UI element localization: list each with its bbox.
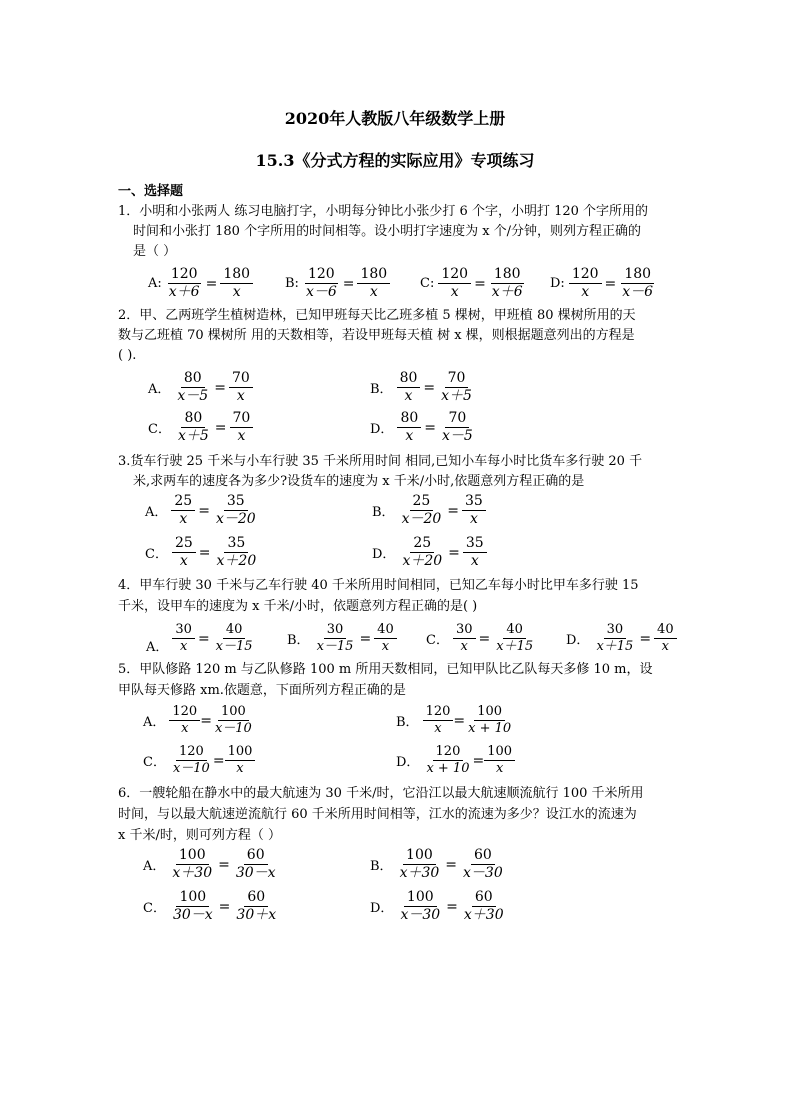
equals-sign: = [205, 275, 218, 292]
fraction-denominator: x [405, 428, 414, 444]
document-title: 2020年人教版八年级数学上册 [284, 109, 506, 128]
option-label: A． [148, 382, 171, 397]
fraction-denominator: x＋6 [168, 284, 200, 300]
q2-line-3: ( ). [118, 348, 137, 363]
q6-line-1: 6．一艘轮船在静水中的最大航速为 30 千米/时，它沿江以最大航速顺流航行 100 千米所用 [118, 786, 644, 801]
option-label: B． [370, 382, 393, 397]
q1-option-d [550, 266, 656, 301]
fraction-numerator: 100 [176, 889, 209, 907]
fraction-numerator: 35 [463, 535, 487, 553]
fraction-denominator: x [581, 284, 590, 300]
q5-line-1: 5．甲队修路 120 m 与乙队修路 100 m 所用天数相同，已知甲队比乙队每天多修 10 m，设 [118, 662, 653, 677]
q2-option-d [370, 410, 476, 445]
fraction-denominator: 30－x [172, 907, 213, 923]
equals-sign: = [218, 856, 230, 873]
fraction-denominator: x＋20 [402, 553, 443, 569]
equals-sign: = [448, 544, 460, 561]
fraction-denominator: 30－x [235, 865, 276, 881]
equals-sign: = [197, 630, 210, 647]
q5-line-2: 甲队每天修路 xm.依题意，下面所列方程正确的是 [118, 683, 406, 698]
q6-line-3: x 千米/时，则可列方程（ ） [118, 828, 281, 843]
fraction-numerator: 100 [176, 847, 209, 865]
option-label: C． [145, 547, 168, 562]
fraction-denominator: x + 10 [468, 721, 512, 736]
fraction-denominator: x＋30 [463, 907, 504, 923]
option-label: C． [143, 755, 166, 770]
fraction-denominator: x [236, 761, 244, 776]
fraction-denominator: x [404, 388, 413, 404]
equals-sign: = [474, 275, 486, 292]
q4-option-a [146, 622, 256, 655]
fraction-numerator: 80 [181, 410, 205, 428]
fraction-numerator: 100 [225, 744, 256, 761]
q6-line-2: 时间，与以最大航速逆流航行 60 千米所用时间相等，江水的流速为多少？设江水的流速为 [118, 807, 637, 822]
fraction-numerator: 120 [433, 744, 464, 761]
q2-option-c [148, 410, 253, 445]
fraction-numerator: 25 [410, 493, 434, 511]
option-label: C: [420, 276, 435, 291]
fraction-numerator: 180 [491, 266, 524, 284]
q1-option-c [420, 266, 526, 301]
fraction-numerator: 120 [169, 704, 200, 721]
option-label: C． [426, 633, 449, 648]
fraction-numerator: 70 [230, 410, 254, 428]
fraction-numerator: 180 [357, 266, 390, 284]
option-label: D． [566, 633, 590, 648]
q2-line-1: 2．甲、乙两班学生植树造林，已知甲班每天比乙班多植 5 棵树，甲班植 80 棵树所用的天 [118, 308, 636, 323]
fraction-numerator: 180 [621, 266, 654, 284]
fraction-numerator: 30 [604, 622, 627, 639]
fraction-denominator: x－6 [622, 284, 654, 300]
equals-sign: = [200, 712, 212, 729]
fraction-denominator: x－15 [215, 639, 253, 654]
fraction-numerator: 25 [410, 535, 434, 553]
option-label: B． [370, 859, 393, 874]
q3-option-c [145, 535, 259, 570]
fraction-numerator: 70 [445, 410, 469, 428]
option-label: A． [143, 859, 166, 874]
q3-line-1: 3.货车行驶 25 千米与小车行驶 35 千米所用时间 相同,已知小车每小时比货车多行驶 20 千 [118, 454, 643, 469]
fraction-denominator: x + 10 [426, 761, 470, 776]
fraction-denominator: x－6 [305, 284, 337, 300]
fraction-denominator: x [181, 721, 189, 736]
fraction-numerator: 40 [223, 622, 246, 639]
option-label: A: [148, 276, 162, 291]
option-label: D． [372, 547, 396, 562]
option-label: B． [372, 505, 395, 520]
fraction-numerator: 70 [229, 370, 253, 388]
q6-option-b [370, 847, 506, 882]
fraction-numerator: 60 [472, 889, 496, 907]
equals-sign: = [214, 419, 227, 436]
q2-option-a [148, 370, 253, 405]
fraction-denominator: x－10 [214, 721, 252, 736]
fraction-denominator: x－10 [172, 761, 210, 776]
option-label: D: [550, 276, 565, 291]
fraction-denominator: x [460, 639, 468, 654]
fraction-numerator: 60 [471, 847, 495, 865]
q5-option-a [143, 704, 255, 737]
q4-option-d [566, 622, 677, 655]
fraction-numerator: 100 [474, 704, 505, 721]
equals-sign: = [478, 630, 491, 647]
q3-line-2: 米,求两车的速度各为多少?设货车的速度为 x 千米/小时,依题意列方程正确的是 [133, 474, 585, 489]
option-label: B: [285, 276, 299, 291]
fraction-denominator: x [434, 721, 442, 736]
equals-sign: = [445, 856, 458, 873]
fraction-numerator: 70 [445, 370, 469, 388]
fraction-numerator: 120 [168, 266, 201, 284]
q4-option-b [287, 622, 397, 655]
equals-sign: = [218, 898, 231, 915]
q5-option-d [396, 744, 515, 777]
fraction-numerator: 80 [181, 370, 205, 388]
fraction-numerator: 100 [218, 704, 249, 721]
q6-option-c [143, 889, 279, 924]
option-label: A． [143, 715, 166, 730]
equals-sign: = [447, 502, 460, 519]
fraction-numerator: 35 [224, 493, 248, 511]
fraction-numerator: 120 [176, 744, 207, 761]
fraction-denominator: x＋5 [441, 388, 472, 404]
fraction-denominator: x [236, 388, 245, 404]
fraction-numerator: 120 [305, 266, 338, 284]
fraction-denominator: x [381, 639, 390, 654]
fraction-numerator: 25 [171, 493, 195, 511]
fraction-denominator: 30＋x [236, 907, 277, 923]
fraction-denominator: x－30 [463, 865, 503, 881]
q5-option-b [396, 704, 514, 737]
equals-sign: = [214, 379, 226, 396]
fraction-numerator: 100 [404, 889, 437, 907]
fraction-numerator: 80 [397, 370, 421, 388]
fraction-numerator: 100 [403, 847, 436, 865]
q1-line-3: 是（ ） [133, 244, 177, 259]
equals-sign: = [472, 752, 485, 769]
fraction-numerator: 35 [462, 493, 486, 511]
fraction-denominator: x－5 [177, 388, 209, 404]
q2-option-b [370, 370, 475, 405]
fraction-denominator: x－15 [316, 639, 354, 654]
option-label: C． [148, 422, 171, 437]
fraction-denominator: x [237, 428, 246, 444]
q1-line-1: 1．小明和小张两人 练习电脑打字，小明每分钟比小张少打 6 个字，小明打 120 个字所用的 [118, 204, 649, 219]
fraction-denominator: x [179, 639, 188, 654]
q6-option-d [370, 889, 507, 924]
option-label: D． [370, 901, 394, 916]
fraction-denominator: x [232, 284, 241, 300]
fraction-denominator: x－20 [401, 511, 442, 527]
fraction-denominator: x [469, 511, 478, 527]
equals-sign: = [639, 630, 652, 647]
equals-sign: = [424, 419, 436, 436]
fraction-denominator: x＋20 [216, 553, 257, 569]
fraction-denominator: x＋6 [491, 284, 523, 300]
q4-line-1: 4．甲车行驶 30 千米与乙车行驶 40 千米所用时间相同，已知乙车每小时比甲车多行驶 15 [118, 578, 639, 593]
fraction-numerator: 40 [654, 622, 677, 639]
q3-option-d [372, 535, 487, 570]
fraction-denominator: x [450, 284, 459, 300]
fraction-denominator: x [495, 761, 504, 776]
equals-sign: = [453, 712, 466, 729]
equals-sign: = [212, 752, 225, 769]
option-label: C． [143, 901, 166, 916]
fraction-denominator: x＋5 [177, 428, 209, 444]
fraction-numerator: 25 [172, 535, 196, 553]
equals-sign: = [198, 544, 211, 561]
fraction-denominator: x＋30 [172, 865, 213, 881]
q3-option-a [145, 493, 259, 528]
option-label: A． [145, 505, 168, 520]
fraction-numerator: 180 [220, 266, 253, 284]
section-heading: 一、选择题 [118, 184, 184, 199]
equals-sign: = [604, 275, 617, 292]
fraction-denominator: x [179, 553, 188, 569]
q1-option-a [148, 266, 253, 301]
fraction-numerator: 120 [569, 266, 602, 284]
option-label: D． [396, 755, 420, 770]
document-subtitle: 15.3《分式方程的实际应用》专项练习 [255, 151, 535, 170]
q4-line-2: 千米，设甲车的速度为 x 千米/小时，依题意列方程正确的是( ) [118, 599, 478, 614]
fraction-denominator: x [369, 284, 378, 300]
fraction-denominator: x－5 [442, 428, 473, 444]
equals-sign: = [342, 275, 355, 292]
equals-sign: = [198, 502, 210, 519]
q4-option-c [426, 622, 536, 655]
equals-sign: = [446, 898, 458, 915]
fraction-numerator: 30 [172, 622, 195, 639]
fraction-numerator: 120 [438, 266, 471, 284]
q6-option-a [143, 847, 279, 882]
fraction-denominator: x＋15 [496, 639, 534, 654]
fraction-denominator: x＋30 [399, 865, 440, 881]
fraction-denominator: x＋15 [596, 639, 634, 654]
option-label: A． [146, 640, 169, 655]
fraction-denominator: x－30 [400, 907, 441, 923]
q1-line-2: 时间和小张打 180 个字所用的时间相等。设小明打字速度为 x 个/分钟，则列方程正确的 [133, 224, 642, 239]
q1-option-b [285, 266, 390, 301]
option-label: B． [287, 633, 310, 648]
fraction-numerator: 40 [374, 622, 397, 639]
fraction-denominator: x [470, 553, 479, 569]
q2-line-2: 数与乙班植 70 棵树所 用的天数相等，若设甲班每天植 树 x 棵，则根据题意列出的方程是 [118, 328, 635, 343]
fraction-numerator: 30 [453, 622, 476, 639]
option-label: B． [396, 715, 419, 730]
option-label: D． [370, 422, 394, 437]
equals-sign: = [359, 630, 372, 647]
fraction-numerator: 120 [423, 704, 454, 721]
fraction-numerator: 100 [484, 744, 515, 761]
fraction-numerator: 30 [324, 622, 347, 639]
fraction-denominator: x [661, 639, 669, 654]
q3-option-b [372, 493, 486, 528]
fraction-numerator: 35 [224, 535, 248, 553]
fraction-numerator: 40 [503, 622, 526, 639]
q5-option-c [143, 744, 255, 777]
equals-sign: = [423, 379, 436, 396]
fraction-denominator: x [179, 511, 188, 527]
fraction-denominator: x－20 [215, 511, 256, 527]
fraction-numerator: 80 [397, 410, 421, 428]
fraction-numerator: 60 [244, 847, 268, 865]
fraction-numerator: 60 [244, 889, 268, 907]
